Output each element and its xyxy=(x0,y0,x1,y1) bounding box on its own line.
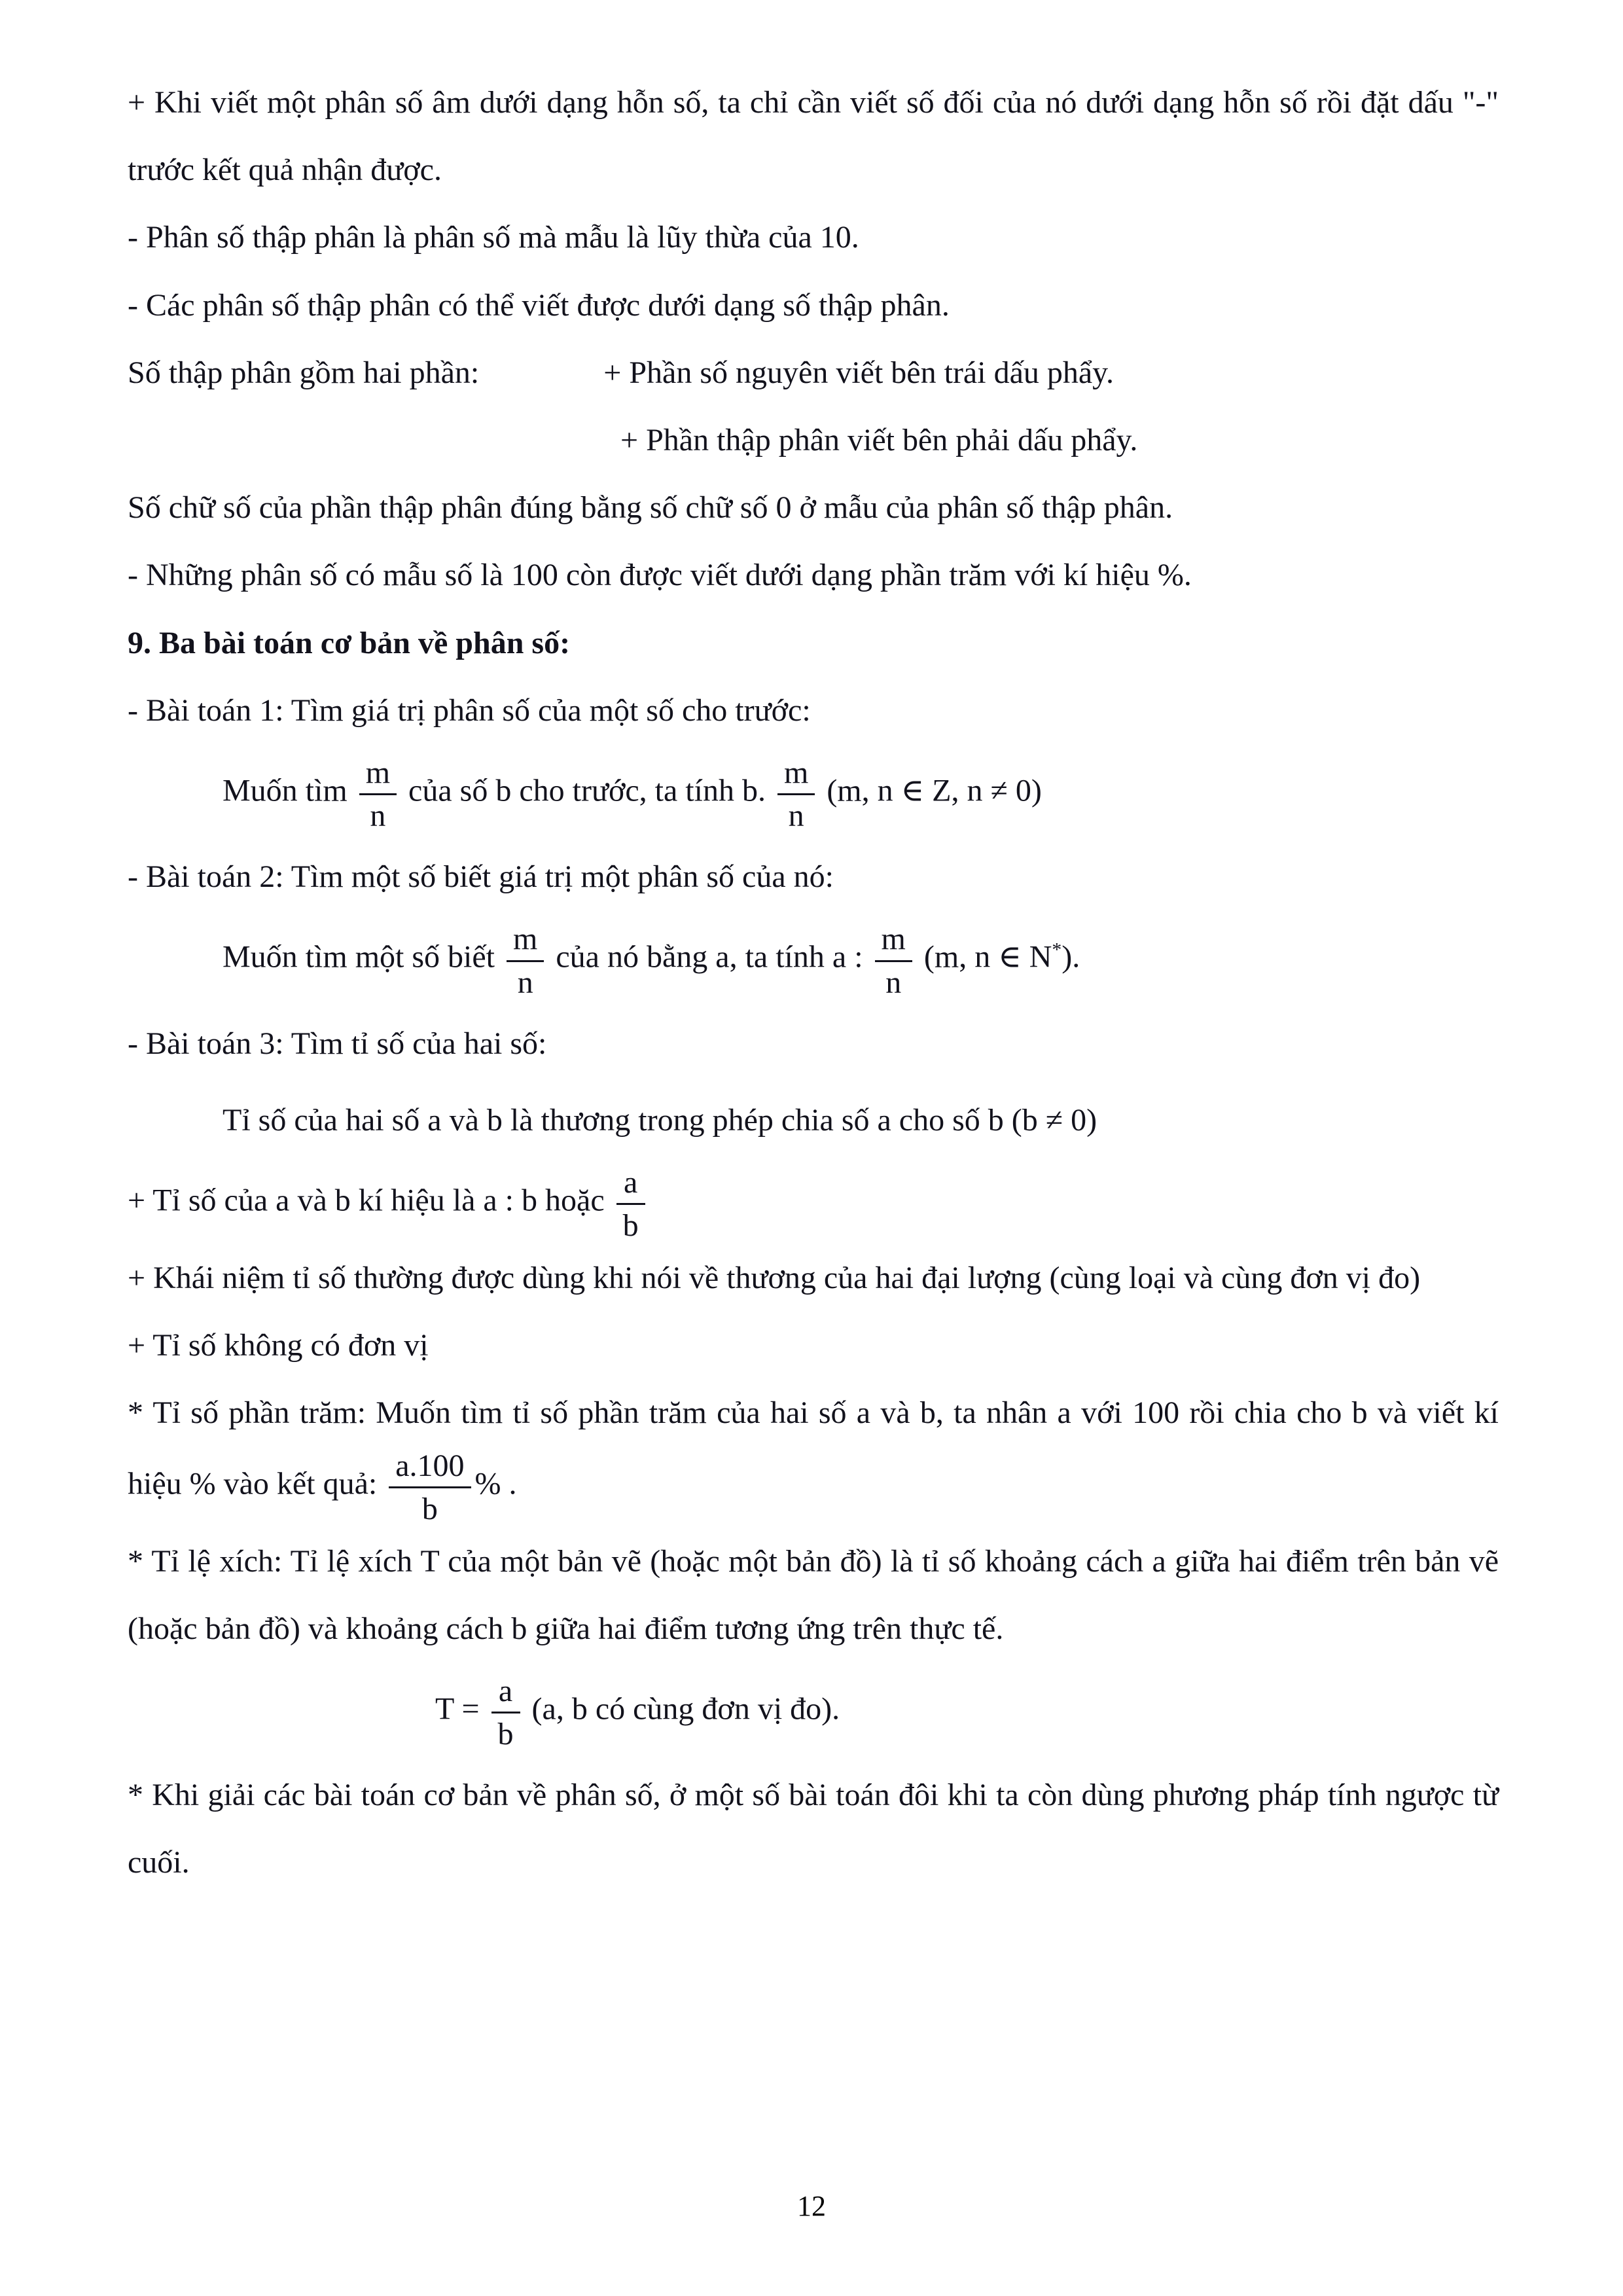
fraction-numerator: m xyxy=(507,920,544,961)
page-number: 12 xyxy=(797,2190,826,2222)
para-reverse-method: * Khi giải các bài toán cơ bản về phân số, ở một số bài toán đôi khi ta còn dùng phương pháp tính ngược từ cuối. xyxy=(128,1778,1499,1880)
page-footer xyxy=(0,2189,1623,2223)
fraction xyxy=(507,920,544,1000)
formula-scale: T = $\frac{a}{b}$ (a, b có cùng đơn vị đo). xyxy=(435,1662,1499,1761)
fraction xyxy=(875,920,912,1000)
fraction-numerator: a xyxy=(616,1163,645,1205)
para-percent-ratio: * Tỉ số phần trăm: Muốn tìm tỉ số phần trăm của hai số a và b, ta nhân a với 100 rồi chia cho b và viết kí hiệu % vào kết quả: $\frac{a.100}{b}$ % . xyxy=(128,1395,1499,1527)
para-ratio-concept: + Khái niệm tỉ số thường được dùng khi nói về thương của hai đại lượng (cùng loại và cùng đơn vị đo) xyxy=(128,1260,1421,1295)
fraction-numerator: a.100 xyxy=(389,1446,471,1488)
para-ratio-def: Tỉ số của hai số a và b là thương trong phép chia số a cho số b (b ≠ 0) xyxy=(223,1103,1097,1138)
para-problem-3-title: - Bài toán 3: Tìm tỉ số của hai số: xyxy=(128,1026,547,1061)
fraction-denominator: n xyxy=(517,965,533,1000)
para-decimal-part-right: + Phần thập phân viết bên phải dấu phẩy. xyxy=(620,422,1138,457)
formula-problem-2: Muốn tìm một số biết $\frac{m}{n}$ của nó bằng a, ta tính a : $\frac{m}{n}$ (m, n ∈ N*). xyxy=(223,910,1499,1009)
para-ratio-notation: + Tỉ số của a và b kí hiệu là a : b hoặc $\frac{a}{b}$ xyxy=(128,1163,1499,1244)
section-heading-9: 9. Ba bài toán cơ bản về phân số: xyxy=(128,625,571,660)
fraction-numerator: a xyxy=(491,1672,520,1713)
fraction-denominator: n xyxy=(788,798,804,834)
formula-problem-1: Muốn tìm $\frac{m}{n}$ của số b cho trước, ta tính b. $\frac{m}{n}$ (m, n ∈ Z, n ≠ 0) xyxy=(223,744,1499,843)
fraction-denominator: b xyxy=(622,1208,639,1244)
fraction-denominator: n xyxy=(370,798,386,834)
superscript: * xyxy=(1052,939,1062,961)
para-decimal-fraction-write: - Các phân số thập phân có thể viết được dưới dạng số thập phân. xyxy=(128,287,950,323)
para-decimal-digits-rule: Số chữ số của phần thập phân đúng bằng số chữ số 0 ở mẫu của phân số thập phân. xyxy=(128,490,1173,526)
fraction xyxy=(389,1446,471,1527)
fraction xyxy=(616,1163,645,1244)
fraction-denominator: b xyxy=(421,1492,438,1527)
fraction-numerator: m xyxy=(875,920,912,961)
para-decimal-two-parts: Số thập phân gồm hai phần: + Phần số nguyên viết bên trái dấu phẩy. xyxy=(128,355,1115,390)
fraction xyxy=(777,753,815,834)
para-problem-2-title: - Bài toán 2: Tìm một số biết giá trị một phân số của nó: xyxy=(128,859,834,895)
fraction-numerator: m xyxy=(777,753,815,795)
para-ratio-no-unit: + Tỉ số không có đơn vị xyxy=(128,1327,429,1363)
para-decimal-fraction-def: - Phân số thập phân là phân số mà mẫu là lũy thừa của 10. xyxy=(128,220,859,255)
para-problem-1-title: - Bài toán 1: Tìm giá trị phân số của một số cho trước: xyxy=(128,692,811,728)
fraction xyxy=(359,753,397,834)
para-percent-notation: - Những phân số có mẫu số là 100 còn được viết dưới dạng phần trăm với kí hiệu %. xyxy=(128,558,1192,593)
fraction-denominator: n xyxy=(885,965,902,1000)
para-scale-def: * Tỉ lệ xích: Tỉ lệ xích T của một bản vẽ (hoặc một bản đồ) là tỉ số khoảng cách a giữa hai điểm trên bản vẽ (hoặc bản đồ) và khoảng cách b giữa hai điểm tương ứng trên thực tế. xyxy=(128,1543,1499,1646)
fraction-denominator: b xyxy=(497,1717,514,1752)
fraction-numerator: m xyxy=(359,753,397,795)
para-negative-mixed-number: + Khi viết một phân số âm dưới dạng hỗn số, ta chỉ cần viết số đối của nó dưới dạng hỗn số rồi đặt dấu "-" trước kết quả nhận được. xyxy=(128,85,1499,188)
fraction xyxy=(491,1672,520,1752)
